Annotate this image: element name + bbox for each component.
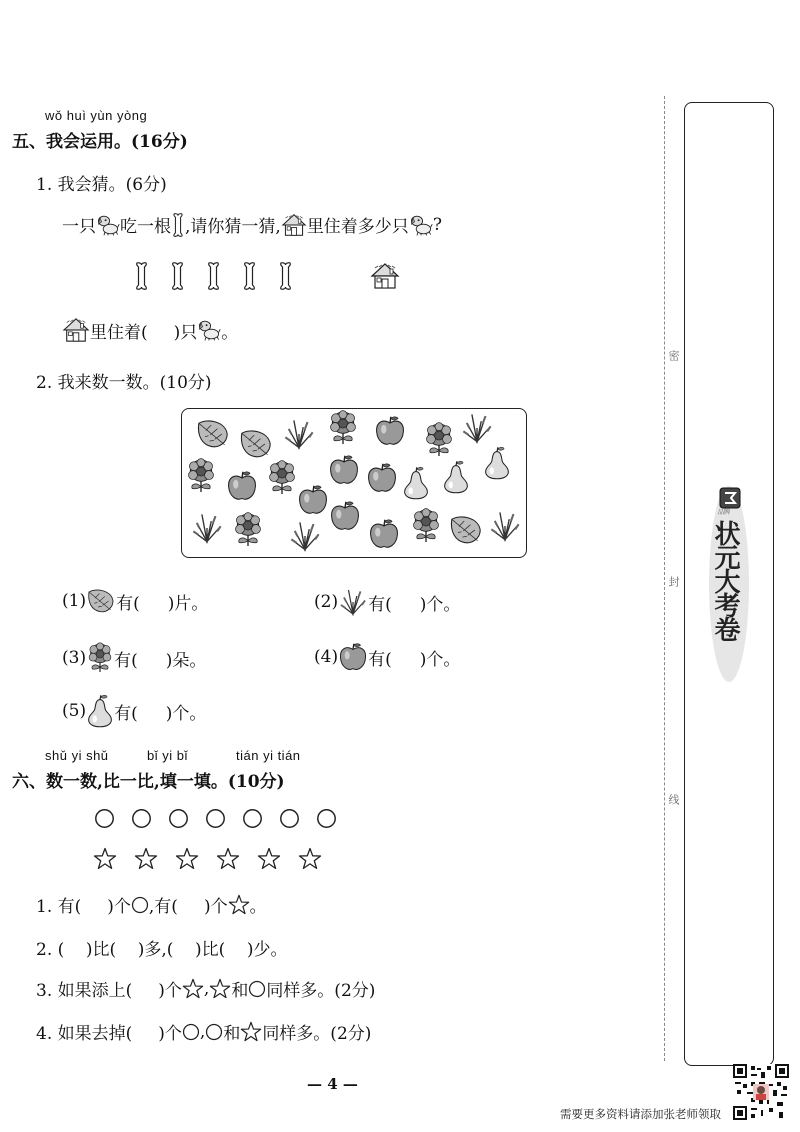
- star-icon: [298, 847, 322, 871]
- q1-label: 1. 我会猜。(6分): [36, 175, 167, 195]
- grass-icon: [288, 518, 322, 554]
- flower-icon: [185, 458, 217, 494]
- dog-icon: [197, 318, 221, 342]
- section6-title: 六、数一数,比一比,填一填。(10分): [12, 772, 285, 792]
- section6-pinyin-1: shǔ yi shǔ: [45, 748, 109, 763]
- s6-q3-b: )个: [158, 981, 182, 1001]
- page-number: — 4 —: [307, 1075, 358, 1093]
- s6-q3-a: 3. 如果添上(: [36, 981, 133, 1001]
- pear-icon: [483, 446, 511, 480]
- q1-answer-a: 里住着(: [90, 322, 148, 343]
- q1-answer: [62, 317, 238, 343]
- count-item-pear: [62, 694, 206, 728]
- star-icon: [209, 978, 231, 1000]
- apple-icon: [366, 462, 398, 494]
- bone-icon: [242, 262, 257, 290]
- count-item-leaf: [62, 586, 208, 616]
- circle-icon: [131, 808, 152, 829]
- star-icon: [228, 894, 250, 916]
- grass-icon: [338, 586, 368, 618]
- q1-text-1: 一只: [62, 217, 96, 237]
- star-icon: [134, 847, 158, 871]
- circle-icon: [182, 1023, 200, 1041]
- item-text-a: 有(: [368, 594, 392, 615]
- section5-title: 五、我会运用。(16分): [12, 132, 188, 152]
- item-number: (5): [62, 701, 87, 721]
- svg-text:品牌: 品牌: [718, 509, 731, 516]
- apple-icon: [374, 415, 406, 447]
- stars-row: [93, 847, 322, 871]
- leaf-icon: [448, 514, 484, 546]
- bone-icon: [278, 262, 293, 290]
- pear-icon: [86, 694, 114, 728]
- item-text-b: )个。: [419, 594, 461, 615]
- pear-icon: [402, 466, 430, 500]
- item-text-a: 有(: [114, 703, 138, 724]
- dog-icon: [409, 213, 433, 237]
- s6-q3-d: 和: [231, 981, 249, 1001]
- item-text-b: )片。: [167, 593, 209, 614]
- item-text-a: 有(: [114, 650, 138, 671]
- s6-q4: [36, 1019, 371, 1044]
- grass-icon: [460, 410, 494, 446]
- flower-icon: [86, 642, 114, 674]
- bone-icon: [134, 262, 149, 290]
- flower-icon: [266, 460, 298, 496]
- count-item-grass: [314, 586, 460, 618]
- bones-row: [134, 262, 293, 290]
- s6-q3: [36, 976, 375, 1001]
- s6-q1-b: )个: [107, 897, 131, 917]
- item-text-a: 有(: [116, 593, 140, 614]
- item-number: (4): [314, 647, 339, 667]
- circle-icon: [94, 808, 115, 829]
- s6-q1-e: 。: [249, 897, 267, 917]
- qr-code: [733, 1064, 789, 1120]
- apple-icon: [329, 500, 361, 532]
- s6-q1-a: 1. 有(: [36, 897, 82, 917]
- s6-q1-c: ,有(: [148, 897, 178, 917]
- s6-q4-c: ,: [199, 1021, 206, 1042]
- apple-icon: [328, 454, 360, 486]
- s6-q1-d: )个: [203, 897, 228, 917]
- flower-icon: [410, 508, 442, 544]
- apple-icon: [297, 484, 329, 516]
- section6-pinyin-3: tián yi tián: [236, 748, 301, 763]
- q1-text-3: ,请你猜一猜,: [185, 217, 281, 237]
- flower-icon: [423, 422, 455, 458]
- s6-q3-e: 同样多。(2分): [266, 981, 376, 1001]
- pear-icon: [442, 460, 470, 494]
- section6-pinyin-2: bǐ yi bǐ: [147, 748, 188, 763]
- star-icon: [182, 978, 204, 1000]
- margin-label-line: 线: [667, 794, 680, 805]
- circle-icon: [316, 808, 337, 829]
- count-item-apple: [314, 642, 460, 672]
- q1-question: [62, 212, 442, 237]
- circle-icon: [242, 808, 263, 829]
- star-icon: [257, 847, 281, 871]
- star-icon: [240, 1021, 262, 1043]
- q1-answer-b: )只: [173, 322, 198, 343]
- house-icon: [281, 213, 307, 237]
- brand-name: 状元大考卷: [710, 520, 740, 640]
- s6-q4-b: )个: [158, 1024, 182, 1044]
- apple-icon: [226, 470, 258, 502]
- grass-icon: [190, 510, 224, 546]
- bone-icon: [206, 262, 221, 290]
- circles-row: [94, 808, 337, 829]
- apple-icon: [338, 642, 368, 672]
- flower-icon: [327, 410, 359, 446]
- count-item-flower: [62, 642, 206, 674]
- bone-icon: [170, 262, 185, 290]
- leaf-icon: [86, 586, 116, 616]
- circle-icon: [168, 808, 189, 829]
- s6-q2: 2. ( )比( )多,( )比( )少。: [36, 940, 288, 960]
- circle-icon: [248, 980, 266, 998]
- leaf-icon: [238, 428, 274, 460]
- s6-q4-d: 和: [223, 1024, 241, 1044]
- leaf-icon: [195, 418, 231, 450]
- circle-icon: [205, 1023, 223, 1041]
- brand-logo: [706, 484, 752, 684]
- item-text-b: )个。: [419, 649, 461, 670]
- circle-icon: [205, 808, 226, 829]
- q1-text-5: ?: [432, 214, 442, 235]
- item-text-b: )个。: [165, 703, 207, 724]
- margin-label-close: 封: [667, 576, 680, 587]
- grass-icon: [282, 416, 316, 452]
- s6-q4-a: 4. 如果去掉(: [36, 1024, 133, 1044]
- house-icon: [62, 317, 90, 343]
- item-number: (1): [62, 591, 87, 611]
- item-number: (3): [62, 648, 87, 668]
- star-icon: [93, 847, 117, 871]
- item-text-b: )朵。: [165, 650, 207, 671]
- bone-icon: [171, 213, 185, 237]
- s6-q1: [36, 892, 267, 917]
- circle-icon: [279, 808, 300, 829]
- q1-text-4: 里住着多少只: [306, 217, 409, 237]
- apple-icon: [368, 518, 400, 550]
- qr-code-icon: [733, 1064, 789, 1120]
- circle-icon: [131, 896, 149, 914]
- q1-text-2: 吃一根: [120, 217, 171, 237]
- section5-pinyin: wǒ huì yùn yòng: [45, 108, 148, 123]
- dog-icon: [96, 213, 120, 237]
- q2-label: 2. 我来数一数。(10分): [36, 373, 212, 393]
- item-text-a: 有(: [368, 649, 392, 670]
- house-icon: [370, 262, 400, 290]
- item-number: (2): [314, 592, 339, 612]
- q1-answer-c: 。: [221, 322, 239, 343]
- flower-icon: [232, 512, 264, 548]
- margin-label-seal: 密: [667, 350, 680, 361]
- grass-icon: [488, 508, 522, 544]
- star-icon: [175, 847, 199, 871]
- footer-note: 需要更多资料请添加张老师领取: [560, 1109, 721, 1121]
- s6-q3-c: ,: [203, 978, 210, 999]
- star-icon: [216, 847, 240, 871]
- s6-q4-e: 同样多。(2分): [262, 1024, 372, 1044]
